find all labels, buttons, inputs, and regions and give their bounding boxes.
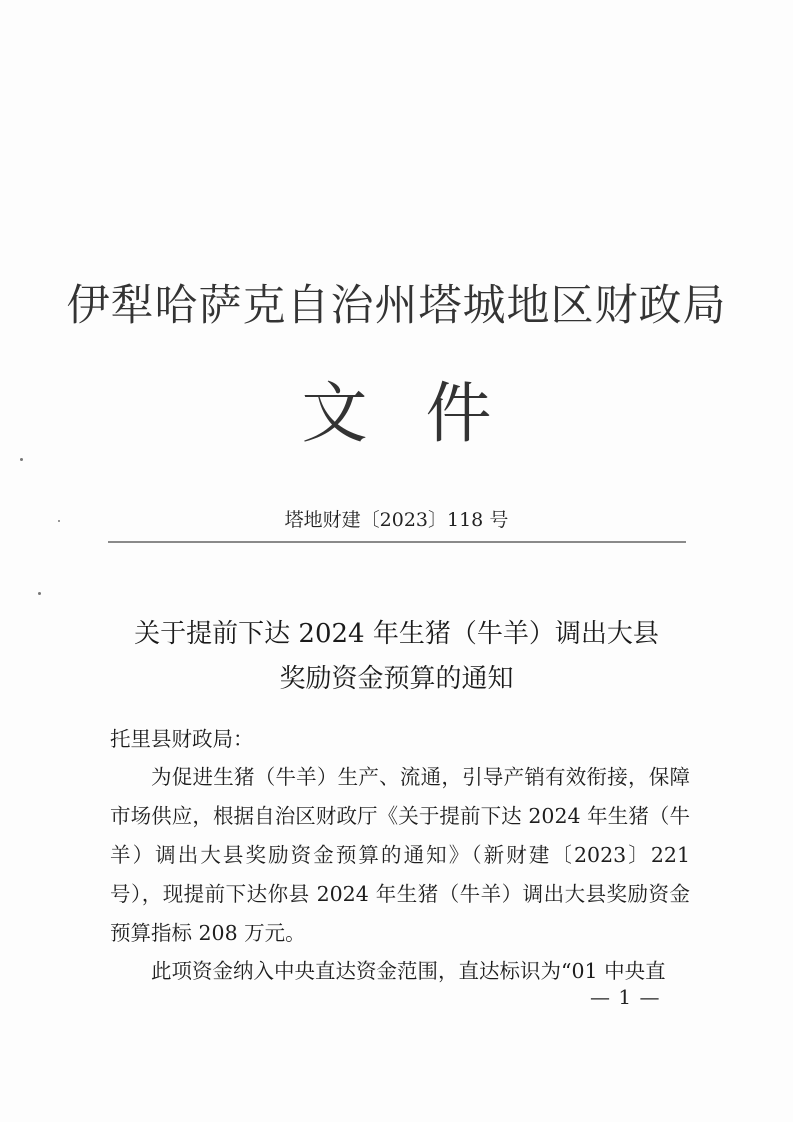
notice-title-line-2: 奖励资金预算的通知 (279, 664, 514, 694)
page-number: — 1 — (590, 985, 661, 1009)
scan-speck (20, 458, 23, 461)
issuer-name: 伊犁哈萨克自治州塔城地区财政局 (66, 281, 727, 331)
recipient: 托里县财政局： (110, 727, 254, 751)
scan-speck (38, 592, 41, 595)
notice-title-line-1: 关于提前下达 2024 年生猪（牛羊）调出大县 (134, 619, 659, 649)
header-divider (108, 541, 686, 543)
notice-title (60, 612, 733, 702)
document-label: 文件 (301, 375, 550, 452)
body-paragraph-1: 为促进生猪（牛羊）生产、流通，引导产销有效衔接，保障市场供应，根据自治区财政厅《关于提前下达 2024 年生猪（牛羊）调出大县奖励资金预算的通知》（新财建〔2023〕221 号），现提前下达你县 2024 年生猪（牛羊）调出大县奖励资金预算指标 208 万元。 (110, 765, 690, 945)
document-number: 塔地财建〔2023〕118 号 (284, 509, 509, 531)
body-paragraph-2: 此项资金纳入中央直达资金范围，直达标识为“01 中央直 (151, 959, 666, 983)
